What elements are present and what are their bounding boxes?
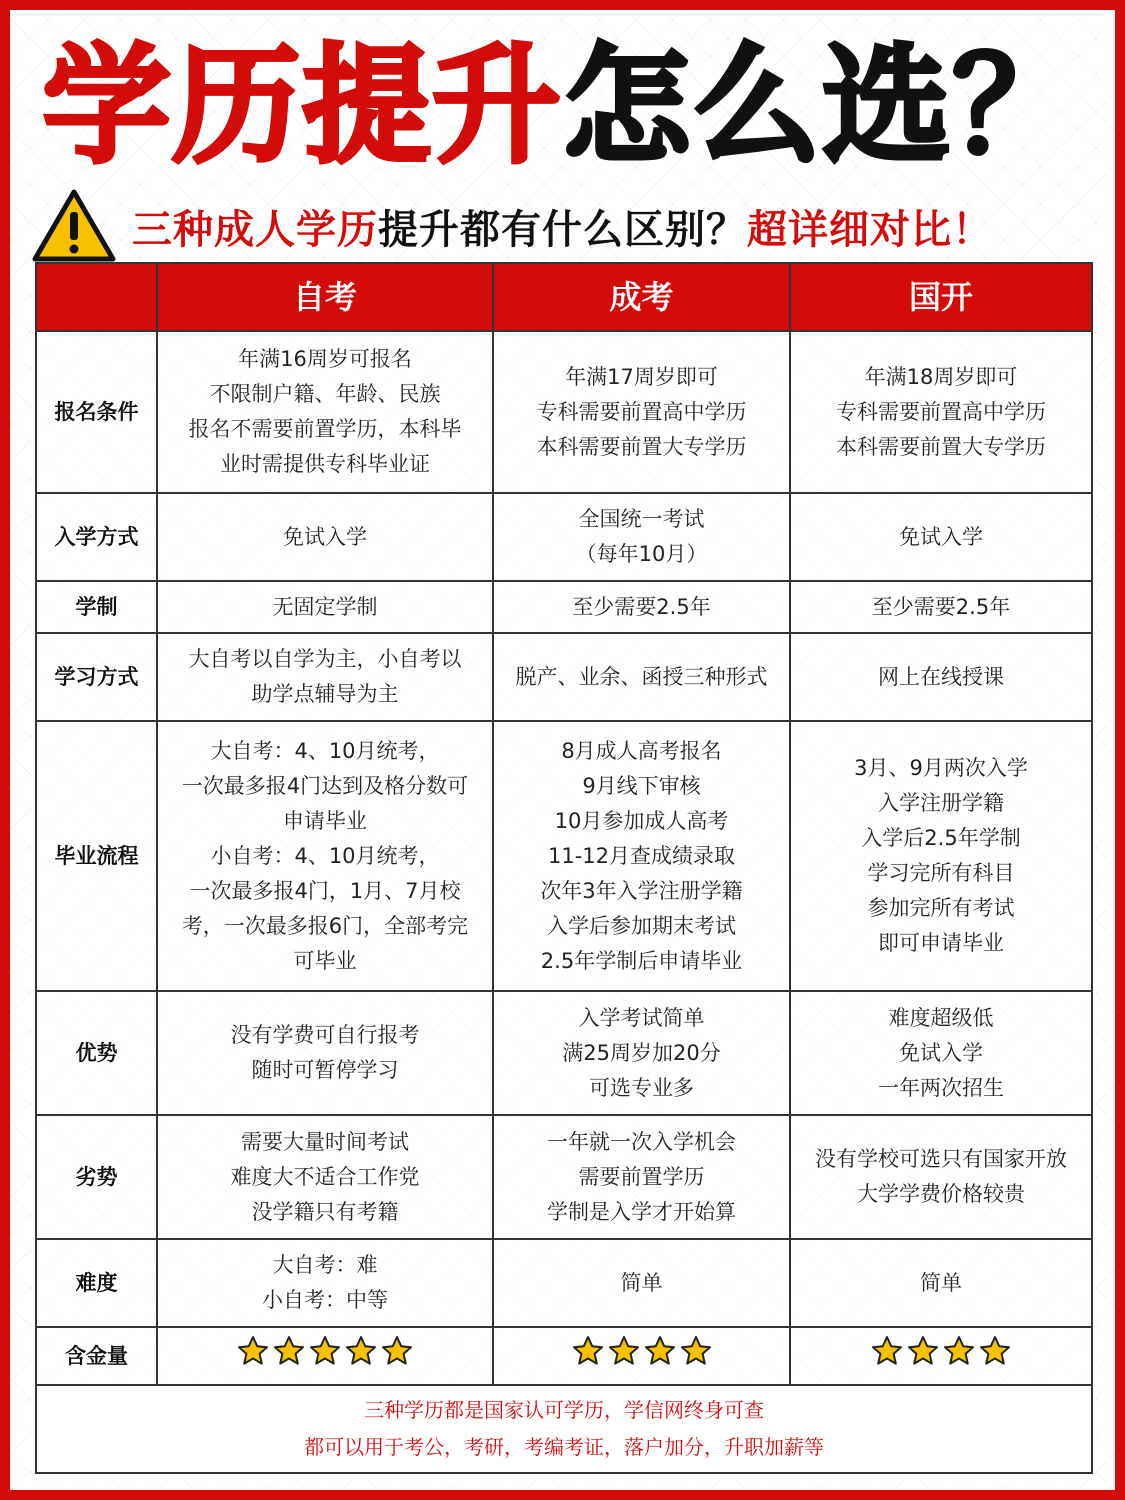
table-cell (790, 581, 1092, 633)
cell-text-line: 专科需要前置高中学历 (536, 399, 747, 424)
star-icon (871, 1335, 903, 1367)
cell-text-line: 一次最多报4门，1月、7月校 (189, 878, 461, 903)
cell-text-line: 大学学费价格较贵 (857, 1182, 1025, 1206)
star-rating (237, 1335, 413, 1367)
row-value-rating (36, 1327, 1092, 1385)
footer-line: 都可以用于考公，考研，考编考证，落户加分，升职加薪等 (304, 1435, 824, 1459)
page-title (10, 32, 1115, 182)
table-cell (157, 721, 493, 991)
table-cell (493, 331, 790, 493)
cell-text-line: 学制是入学才开始算 (547, 1199, 736, 1224)
cell-text-line: 小自考：中等 (262, 1288, 388, 1312)
cell-text-line: 简单 (920, 1270, 962, 1295)
cell-text-line: 至少需要2.5年 (871, 594, 1011, 619)
cell-text-line: 考，一次最多报6门，全部考完 (181, 913, 469, 938)
cell-text-line: 大自考：4、10月统考， (210, 738, 440, 763)
cell-text-line: 没有学校可选只有国家开放 (815, 1147, 1067, 1171)
cell-text-line: 入学后参加期末考试 (547, 913, 736, 938)
cell-text-line: 本科需要前置大专学历 (836, 434, 1046, 459)
cell-text-line: 免试入学 (899, 1040, 983, 1065)
cell-text-line: 年满18周岁即可 (864, 364, 1018, 389)
cell-text-line: 专科需要前置高中学历 (836, 399, 1046, 424)
table-cell (157, 493, 493, 581)
star-icon (237, 1335, 269, 1367)
table-cell (790, 493, 1092, 581)
rating-cell (790, 1327, 1092, 1385)
cell-text-line: 免试入学 (283, 524, 367, 549)
cell-text-line: 入学后2.5年学制 (861, 826, 1021, 850)
cell-text-line: 小自考：4、10月统考， (210, 843, 440, 868)
cell-text-line: 入学注册学籍 (878, 791, 1004, 815)
star-icon (381, 1335, 413, 1367)
star-icon (273, 1335, 305, 1367)
cell-text-line: 学习完所有科目 (867, 861, 1015, 885)
cell-text-line: 助学点辅导为主 (251, 682, 399, 706)
cell-text-line: 免试入学 (899, 524, 983, 549)
table-cell (157, 633, 493, 721)
cell-text-line: 业时需提供专科毕业证 (220, 452, 430, 476)
table-cell (493, 1115, 790, 1239)
row-study-mode (36, 633, 1092, 721)
cell-text-line: 网上在线授课 (878, 664, 1004, 689)
title-red-part: 学历提升 (42, 32, 563, 181)
table-cell (493, 991, 790, 1115)
cell-text-line: 难度超级低 (888, 1005, 994, 1030)
cell-text-line: 即可申请毕业 (878, 931, 1004, 955)
cell-text-line: 申请毕业 (283, 808, 367, 833)
table-cell (790, 1115, 1092, 1239)
subtitle-red-emphasis: 超详细对比！ (747, 206, 993, 253)
row-label: 劣势 (36, 1115, 157, 1239)
star-rating (871, 1335, 1011, 1367)
subtitle-black: 提升都有什么区别？ (378, 206, 747, 253)
column-header-zikao: 自考 (157, 263, 493, 331)
cell-text-line: 大自考以自学为主，小自考以 (188, 647, 462, 671)
row-label: 难度 (36, 1239, 157, 1327)
cell-text-line: 11-12月查成绩录取 (547, 843, 736, 868)
subtitle-red: 三种成人学历 (132, 206, 378, 253)
row-label: 含金量 (36, 1327, 157, 1385)
cell-text-line: 2.5年学制后申请毕业 (540, 948, 743, 973)
subtitle (32, 186, 993, 266)
cell-text-line: 一次最多报4门达到及格分数可 (181, 773, 469, 798)
row-disadvantages (36, 1115, 1092, 1239)
row-label: 毕业流程 (36, 721, 157, 991)
cell-text-line: 可选专业多 (589, 1075, 694, 1100)
row-label: 报名条件 (36, 331, 157, 493)
row-admission (36, 493, 1092, 581)
footer-line: 三种学历都是国家认可学历，学信网终身可查 (364, 1398, 764, 1422)
table-cell (157, 331, 493, 493)
cell-text-line: 年满16周岁可报名 (238, 347, 412, 371)
column-header-chengkao: 成考 (493, 263, 790, 331)
table-cell (157, 1115, 493, 1239)
cell-text-line: 本科需要前置大专学历 (536, 434, 747, 459)
cell-text-line: 难度大不适合工作党 (230, 1164, 420, 1189)
cell-text-line: 9月线下审核 (582, 773, 701, 798)
row-advantages (36, 991, 1092, 1115)
cell-text-line: 需要大量时间考试 (241, 1129, 409, 1154)
table-cell (493, 633, 790, 721)
cell-text-line: 全国统一考试 (578, 507, 705, 531)
star-icon (979, 1335, 1011, 1367)
cell-text-line: 参加完所有考试 (867, 896, 1015, 920)
cell-text-line: 一年就一次入学机会 (547, 1129, 736, 1154)
column-header-guokai: 国开 (790, 263, 1092, 331)
cell-text-line: 报名不需要前置学历，本科毕 (188, 417, 462, 441)
table-cell (157, 991, 493, 1115)
row-label: 优势 (36, 991, 157, 1115)
star-icon (907, 1335, 939, 1367)
cell-text-line: 10月参加成人高考 (554, 808, 729, 833)
row-difficulty (36, 1239, 1092, 1327)
rating-cell (157, 1327, 493, 1385)
cell-text-line: 无固定学制 (272, 594, 378, 619)
cell-text-line: 脱产、业余、函授三种形式 (515, 664, 768, 689)
cell-text-line: 需要前置学历 (578, 1164, 705, 1189)
table-cell (157, 581, 493, 633)
cell-text-line: 大自考：难 (272, 1253, 378, 1277)
table-cell (790, 633, 1092, 721)
table-cell (493, 721, 790, 991)
row-duration (36, 581, 1092, 633)
star-icon (309, 1335, 341, 1367)
cell-text-line: 满25周岁加20分 (562, 1040, 721, 1065)
star-icon (608, 1335, 640, 1367)
table-header-row (36, 263, 1092, 331)
cell-text-line: 次年3年入学注册学籍 (540, 878, 743, 903)
cell-text-line: 没有学费可自行报考 (230, 1023, 420, 1047)
row-signup (36, 331, 1092, 493)
star-icon (572, 1335, 604, 1367)
row-graduation (36, 721, 1092, 991)
table-footer-row (36, 1385, 1092, 1473)
table-cell (493, 493, 790, 581)
row-label: 学习方式 (36, 633, 157, 721)
table-cell (790, 331, 1092, 493)
header-corner (36, 263, 157, 331)
star-icon (644, 1335, 676, 1367)
cell-text-line: （每年10月） (575, 542, 708, 566)
star-rating (572, 1335, 712, 1367)
cell-text-line: 随时可暂停学习 (251, 1058, 399, 1082)
table-cell (790, 1239, 1092, 1327)
star-icon (680, 1335, 712, 1367)
row-label: 学制 (36, 581, 157, 633)
cell-text-line: 简单 (620, 1270, 663, 1295)
cell-text-line: 年满17周岁即可 (565, 364, 718, 389)
cell-text-line: 至少需要2.5年 (572, 594, 711, 619)
table-cell (157, 1239, 493, 1327)
warning-triangle-icon (32, 188, 116, 264)
cell-text-line: 可毕业 (293, 948, 357, 973)
cell-text-line: 入学考试简单 (578, 1005, 705, 1030)
row-label: 入学方式 (36, 493, 157, 581)
cell-text-line: 一年两次招生 (878, 1075, 1004, 1100)
comparison-table (35, 262, 1093, 1474)
cell-text-line: 8月成人高考报名 (561, 738, 722, 763)
table-cell (790, 991, 1092, 1115)
star-icon (345, 1335, 377, 1367)
cell-text-line: 3月、9月两次入学 (854, 756, 1028, 780)
rating-cell (493, 1327, 790, 1385)
cell-text-line: 没学籍只有考籍 (251, 1199, 399, 1224)
title-black-part: 怎么选？ (562, 32, 1083, 181)
table-cell (493, 1239, 790, 1327)
star-icon (943, 1335, 975, 1367)
footer-note (36, 1385, 1092, 1473)
table-cell (493, 581, 790, 633)
cell-text-line: 不限制户籍、年龄、民族 (209, 382, 441, 406)
table-cell (790, 721, 1092, 991)
